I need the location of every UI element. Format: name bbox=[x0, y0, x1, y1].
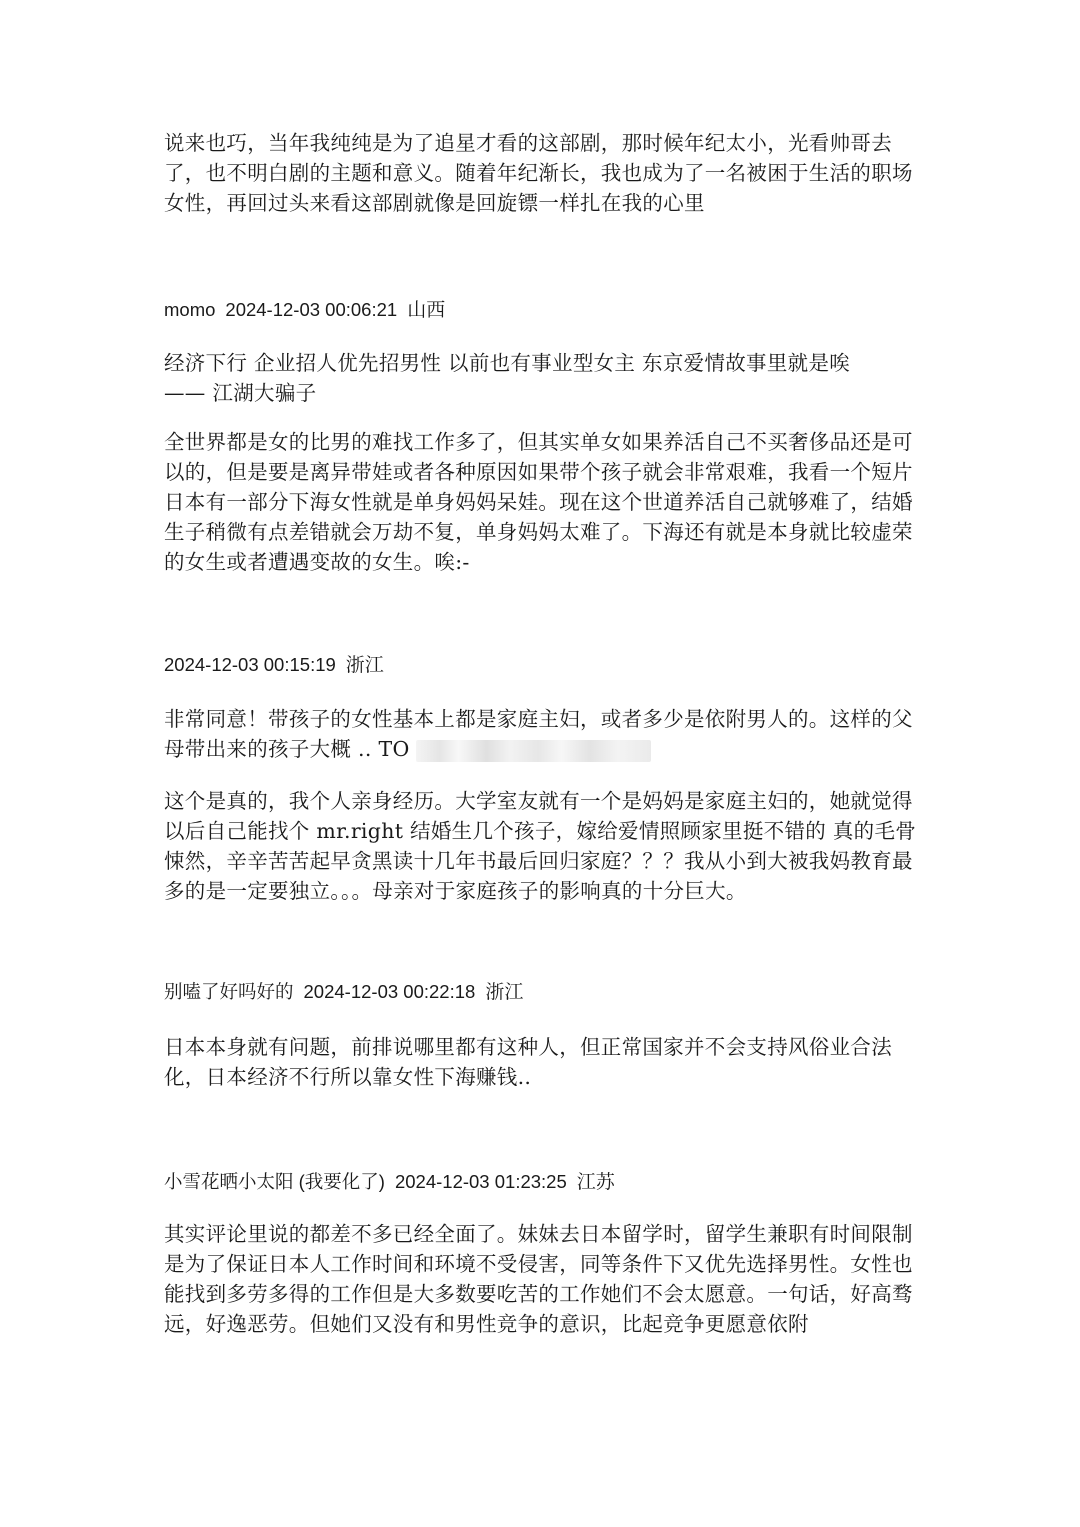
intro-paragraph: 说来也巧，当年我纯纯是为了追星才看的这部剧，那时候年纪太小，光看帅哥去了，也不明白剧的主题和意义。随着年纪渐长，我也成为了一名被困于生活的职场女性，再回过头来看这部剧就像是回旋镖一样扎在我的心里 bbox=[164, 131, 913, 215]
comment-header bbox=[164, 651, 394, 679]
comment-user: momo bbox=[164, 299, 216, 320]
comment-header bbox=[164, 296, 455, 324]
comment-user: 小雪花晒小太阳 (我要化了) bbox=[164, 1171, 385, 1192]
comment-quote bbox=[164, 704, 924, 764]
comment-quote bbox=[164, 348, 924, 408]
comment-header bbox=[164, 1168, 625, 1196]
comment-location: 江苏 bbox=[576, 1171, 615, 1193]
comment-time: 2024-12-03 00:15:19 bbox=[164, 654, 336, 675]
comment-body: 全世界都是女的比男的难找工作多了，但其实单女如果养活自己不买奢侈品还是可以的，但是要是离异带娃或者各种原因如果带个孩子就会非常艰难，我看一个短片日本有一部分下海女性就是单身妈妈呆娃。现在这个世道养活自己就够难了，结婚生子稍微有点差错就会万劫不复，单身妈妈太难了。下海还有就是本身就比较虚荣的女生或者遭遇变故的女生。唉:- bbox=[164, 430, 913, 574]
blurred-image bbox=[416, 740, 651, 762]
comment-quote-line: 经济下行 企业招人优先招男性 以前也有事业型女主 东京爱情故事里就是唉 bbox=[164, 351, 851, 375]
comment-quote-author: —— 江湖大骗子 bbox=[164, 381, 317, 405]
comment-header bbox=[164, 978, 533, 1006]
comment-time: 2024-12-03 01:23:25 bbox=[394, 1171, 567, 1192]
comment-user: 别嗑了好吗好的 bbox=[164, 981, 294, 1002]
comment-body: 这个是真的，我个人亲身经历。大学室友就有一个是妈妈是家庭主妇的，她就觉得以后自己能找个 mr.right 结婚生几个孩子，嫁给爱情照顾家里挺不错的 真的毛骨悚然，辛辛苦苦起早贪黑读十几年书最后回归家庭？？？我从小到大被我妈教育最多的是一定要独立。。。母亲对于家庭孩子的影响真的十分巨大。 bbox=[164, 789, 917, 903]
comment-body: 其实评论里说的都差不多已经全面了。妹妹去日本留学时，留学生兼职有时间限制是为了保证日本人工作时间和环境不受侵害，同等条件下又优先选择男性。女性也能找到多劳多得的工作但是大多数要吃苦的工作她们不会太愿意。一句话，好高骛远，好逸恶劳。但她们又没有和男性竞争的意识，比起竞争更愿意依附 bbox=[164, 1222, 913, 1336]
comment-time: 2024-12-03 00:06:21 bbox=[225, 299, 398, 320]
comment-location: 浙江 bbox=[485, 981, 524, 1003]
comment-body: 日本本身就有问题，前排说哪里都有这种人，但正常国家并不会支持风俗业合法化，日本经济不行所以靠女性下海赚钱.. bbox=[164, 1035, 892, 1089]
comment-location: 山西 bbox=[407, 299, 446, 321]
comment-time: 2024-12-03 00:22:18 bbox=[303, 981, 476, 1002]
comment-quote-text: 非常同意！带孩子的女性基本上都是家庭主妇，或者多少是依附男人的。这样的父母带出来的孩子大概 .. TO bbox=[164, 707, 913, 761]
comment-location: 浙江 bbox=[345, 654, 384, 676]
